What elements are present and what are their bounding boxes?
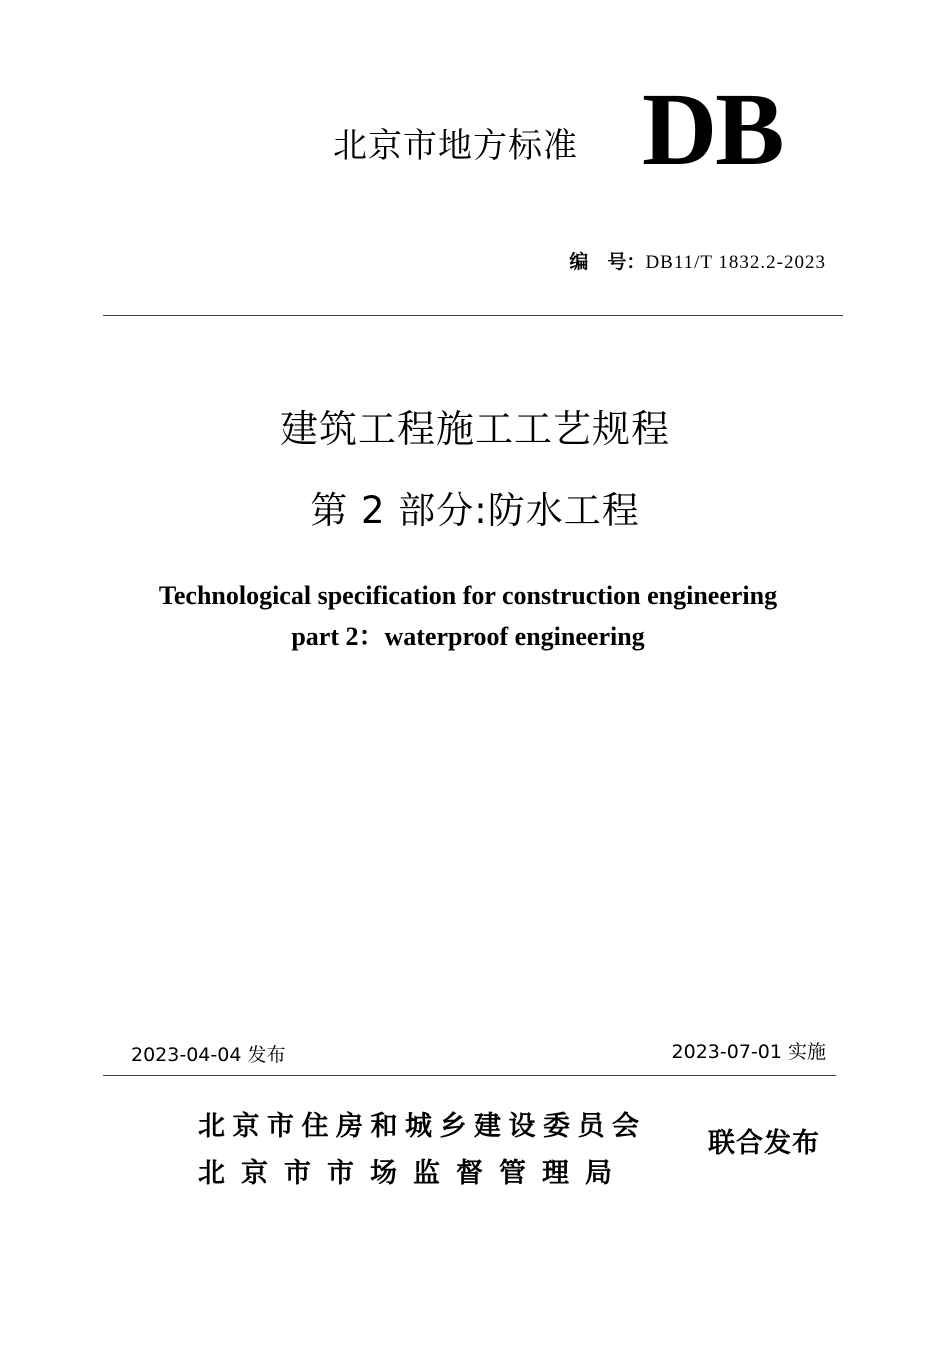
- top-divider: [103, 315, 843, 316]
- title-chinese: 建筑工程施工工艺规程: [279, 407, 670, 451]
- standard-number-value: DB11/T 1832.2-2023: [645, 252, 826, 273]
- bottom-divider: [103, 1075, 836, 1076]
- standard-number: [569, 247, 826, 274]
- issuer-market-regulation: 北京市市场监督管理局: [198, 1158, 628, 1189]
- implementation-date: 2023-07-01 实施: [671, 1041, 826, 1063]
- title-english-line2: part 2：waterproof engineering: [291, 622, 645, 651]
- subtitle-chinese: 第 2 部分:防水工程: [310, 489, 640, 532]
- title-english-line1: Technological specification for construction engineering: [158, 581, 778, 610]
- joint-issue-label: 联合发布: [708, 1128, 820, 1159]
- issuer-housing-commission: 北京市住房和城乡建设委员会: [198, 1111, 647, 1142]
- issue-date: 2023-04-04 发布: [131, 1044, 286, 1066]
- standard-label: 北京市地方标准: [333, 126, 578, 166]
- db-mark: DB: [642, 72, 783, 187]
- standard-number-label: 编 号：: [569, 251, 646, 273]
